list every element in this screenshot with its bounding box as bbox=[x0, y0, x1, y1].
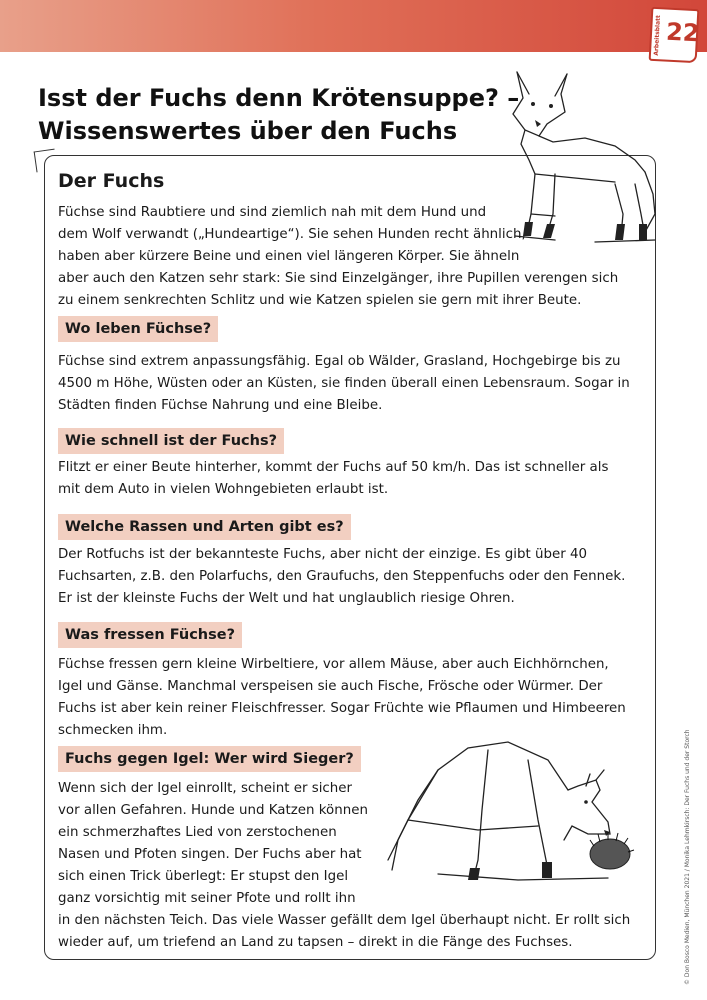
page-title bbox=[38, 82, 519, 148]
section-heading-was-fressen: Was fressen Füchse? bbox=[58, 622, 242, 648]
header-band bbox=[0, 0, 707, 52]
intro-line-3: haben aber kürzere Beine und einen viel längeren Körper. Sie ähneln bbox=[58, 249, 520, 264]
section-paragraph-was-fressen bbox=[58, 654, 626, 742]
frame-corner-decoration bbox=[34, 149, 58, 173]
s1-line-1: Füchse sind extrem anpassungsfähig. Egal ob Wälder, Grasland, Hochgebirge bis zu bbox=[58, 354, 621, 369]
s4-line-4: schmecken ihm. bbox=[58, 723, 168, 738]
s4-line-3: Fuchs ist aber kein reiner Fleischfresser. Sogar Früchte wie Pflaumen und Himbeeren bbox=[58, 701, 626, 716]
section-heading-fuchs-gegen-igel: Fuchs gegen Igel: Wer wird Sieger? bbox=[58, 746, 361, 772]
title-line-1: Isst der Fuchs denn Krötensuppe? – bbox=[38, 84, 520, 112]
s5-line-8: wieder auf, um triefend an Land zu tapsen – direkt in die Fänge des Fuchses. bbox=[58, 935, 573, 950]
s3-line-2: Fuchsarten, z.B. den Polarfuchs, den Graufuchs, den Steppenfuchs oder den Fennek. bbox=[58, 569, 626, 584]
s2-line-2: mit dem Auto in vielen Wohngebieten erlaubt ist. bbox=[58, 482, 389, 497]
section-paragraph-wo-leben bbox=[58, 351, 630, 417]
s5-line-1: Wenn sich der Igel einrollt, scheint er sicher bbox=[58, 781, 353, 796]
section-paragraph-wie-schnell bbox=[58, 457, 608, 501]
badge-number: 22 bbox=[665, 17, 701, 48]
fox-and-hedgehog-illustration bbox=[378, 730, 648, 890]
intro-line-1: Füchse sind Raubtiere und sind ziemlich nah mit dem Hund und bbox=[58, 205, 487, 220]
s5-line-7: in den nächsten Teich. Das viele Wasser gefällt dem Igel überhaupt nicht. Er rollt sich bbox=[58, 913, 631, 928]
s5-line-2: vor allen Gefahren. Hunde und Katzen können bbox=[58, 803, 368, 818]
s5-line-4: Nasen und Pfoten singen. Der Fuchs aber hat bbox=[58, 847, 362, 862]
intro-line-2: dem Wolf verwandt („Hundeartige“). Sie sehen Hunden recht ähnlich, bbox=[58, 227, 526, 242]
worksheet-badge bbox=[649, 7, 700, 63]
s4-line-2: Igel und Gänse. Manchmal verspeisen sie auch Fische, Frösche oder Würmer. Der bbox=[58, 679, 603, 694]
section-paragraph-rassen bbox=[58, 544, 625, 610]
s5-line-5: sich einen Trick überlegt: Er stupst den Igel bbox=[58, 869, 349, 884]
s2-line-1: Flitzt er einer Beute hinterher, kommt der Fuchs auf 50 km/h. Das ist schneller als bbox=[58, 460, 609, 475]
intro-paragraph bbox=[58, 202, 618, 312]
section-heading-der-fuchs: Der Fuchs bbox=[58, 170, 165, 192]
intro-line-5: zu einem senkrechten Schlitz und wie Katzen spielen sie gern mit ihrer Beute. bbox=[58, 293, 582, 308]
title-line-2: Wissenswertes über den Fuchs bbox=[38, 117, 458, 145]
s1-line-2: 4500 m Höhe, Wüsten oder an Küsten, sie finden überall einen Lebensraum. Sogar in bbox=[58, 376, 630, 391]
copyright-note: © Don Bosco Medien, München 2021 / Monika Lehmkirsch: Der Fuchs und der Storch bbox=[684, 729, 691, 985]
s4-line-1: Füchse fressen gern kleine Wirbeltiere, vor allem Mäuse, aber auch Eichhörnchen, bbox=[58, 657, 609, 672]
s3-line-3: Er ist der kleinste Fuchs der Welt und hat unglaublich riesige Ohren. bbox=[58, 591, 515, 606]
s1-line-3: Städten finden Füchse Nahrung und eine Bleibe. bbox=[58, 398, 383, 413]
badge-label: Arbeitsblatt bbox=[652, 14, 663, 56]
section-heading-wie-schnell: Wie schnell ist der Fuchs? bbox=[58, 428, 284, 454]
s5-line-3: ein schmerzhaftes Lied von zerstochenen bbox=[58, 825, 337, 840]
section-heading-rassen: Welche Rassen und Arten gibt es? bbox=[58, 514, 351, 540]
s5-line-6: ganz vorsichtig mit seiner Pfote und rollt ihn bbox=[58, 891, 356, 906]
s3-line-1: Der Rotfuchs ist der bekannteste Fuchs, aber nicht der einzige. Es gibt über 40 bbox=[58, 547, 588, 562]
intro-line-4: aber auch den Katzen sehr stark: Sie sind Einzelgänger, ihre Pupillen verengen sich bbox=[58, 271, 619, 286]
section-heading-wo-leben: Wo leben Füchse? bbox=[58, 316, 218, 342]
